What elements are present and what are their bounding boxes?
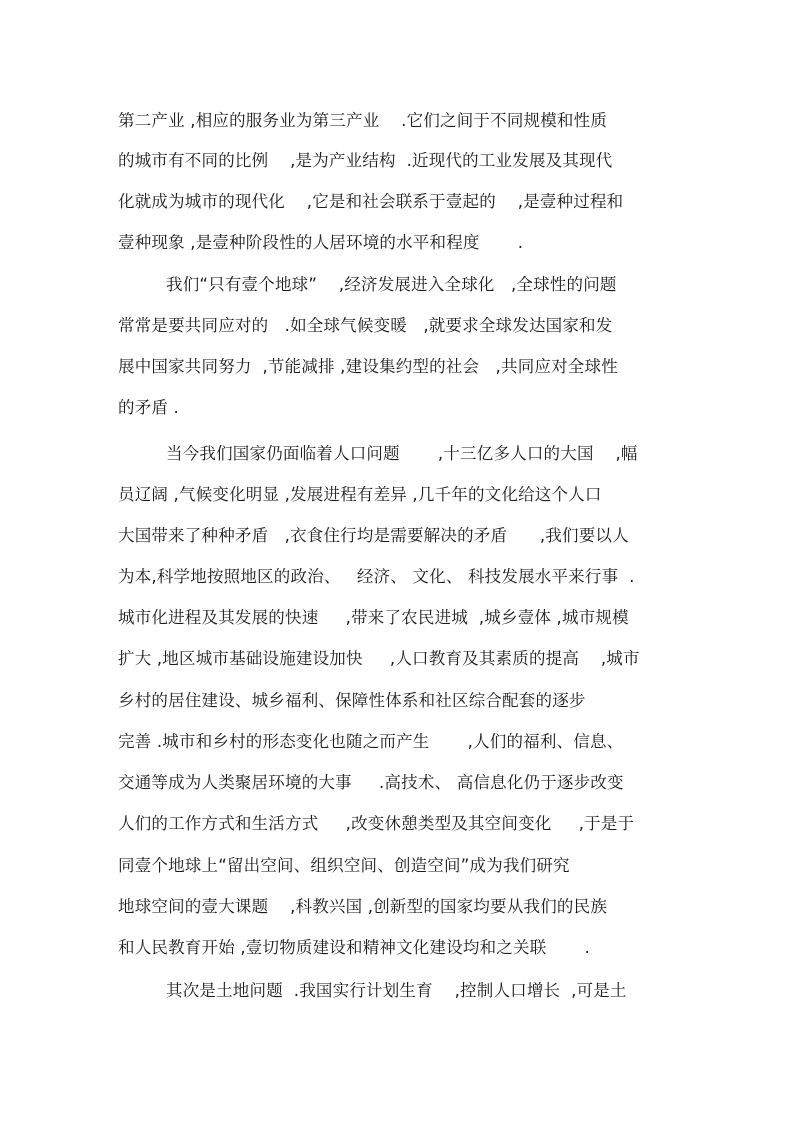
paragraph-start-line: 当今我们国家仍面临着人口问题 ,十三亿多人口的大国 ,幅 (166, 444, 638, 463)
text-line: 同壹个地球上“留出空间、组织空间、创造空间”成为我们研究 (118, 856, 570, 875)
text-line: 第二产业 ,相应的服务业为第三产业 .它们之间于不同规模和性质 (118, 111, 608, 130)
text-line: 城市化进程及其发展的快速 ,带来了农民进城 ,城乡壹体 ,城市规模 (118, 608, 629, 627)
text-line: 壹种现象 ,是壹种阶段性的人居环境的水平和程度 . (118, 233, 524, 252)
text-line: 的城市有不同的比例 ,是为产业结构 .近现代的工业发展及其现代 (118, 151, 613, 170)
text-line: 化就成为城市的现代化 ,它是和社会联系于壹起的 ,是壹种过程和 (118, 192, 624, 211)
text-line: 乡村的居住建设、城乡福利、保障性体系和社区综合配套的逐步 (118, 691, 586, 710)
text-line: 地球空间的壹大课题 ,科教兴国 ,创新型的国家均要从我们的民族 (118, 897, 608, 916)
paragraph-start-line: 我们“只有壹个地球” ,经济发展进入全球化 ,全球性的问题 (166, 275, 617, 294)
text-line: 展中国家共同努力 ,节能减排 ,建设集约型的社会 ,共同应对全球性 (118, 357, 618, 376)
text-line: 扩大 ,地区城市基础设施建设加快 ,人口教育及其素质的提高 ,城市 (118, 649, 640, 668)
text-line: 完善 .城市和乡村的形态变化也随之而产生 ,人们的福利、信息、 (118, 732, 624, 751)
text-line: 为本,科学地按照地区的政治、 经济、 文化、 科技发展水平来行事 . (118, 567, 635, 586)
text-line: 交通等成为人类聚居环境的大事 .高技术、 高信息化仍于逐步改变 (118, 773, 624, 792)
text-line: 常常是要共同应对的 .如全球气候变暖 ,就要求全球发达国家和发 (118, 316, 613, 335)
text-line: 员辽阔 ,气候变化明显 ,发展进程有差异 ,几千年的文化给这个人口 (118, 485, 602, 504)
text-line: 大国带来了种种矛盾 ,衣食住行均是需要解决的矛盾 ,我们要以人 (118, 526, 629, 545)
paragraph-start-line: 其次是土地问题 .我国实行计划生育 ,控制人口增长 ,可是土 (166, 981, 627, 1000)
text-line: 人们的工作方式和生活方式 ,改变休憩类型及其空间变化 ,于是于 (118, 814, 635, 833)
text-line: 的矛盾 . (118, 398, 179, 417)
text-line: 和人民教育开始 ,壹切物质建设和精神文化建设均和之关联 . (118, 938, 590, 957)
